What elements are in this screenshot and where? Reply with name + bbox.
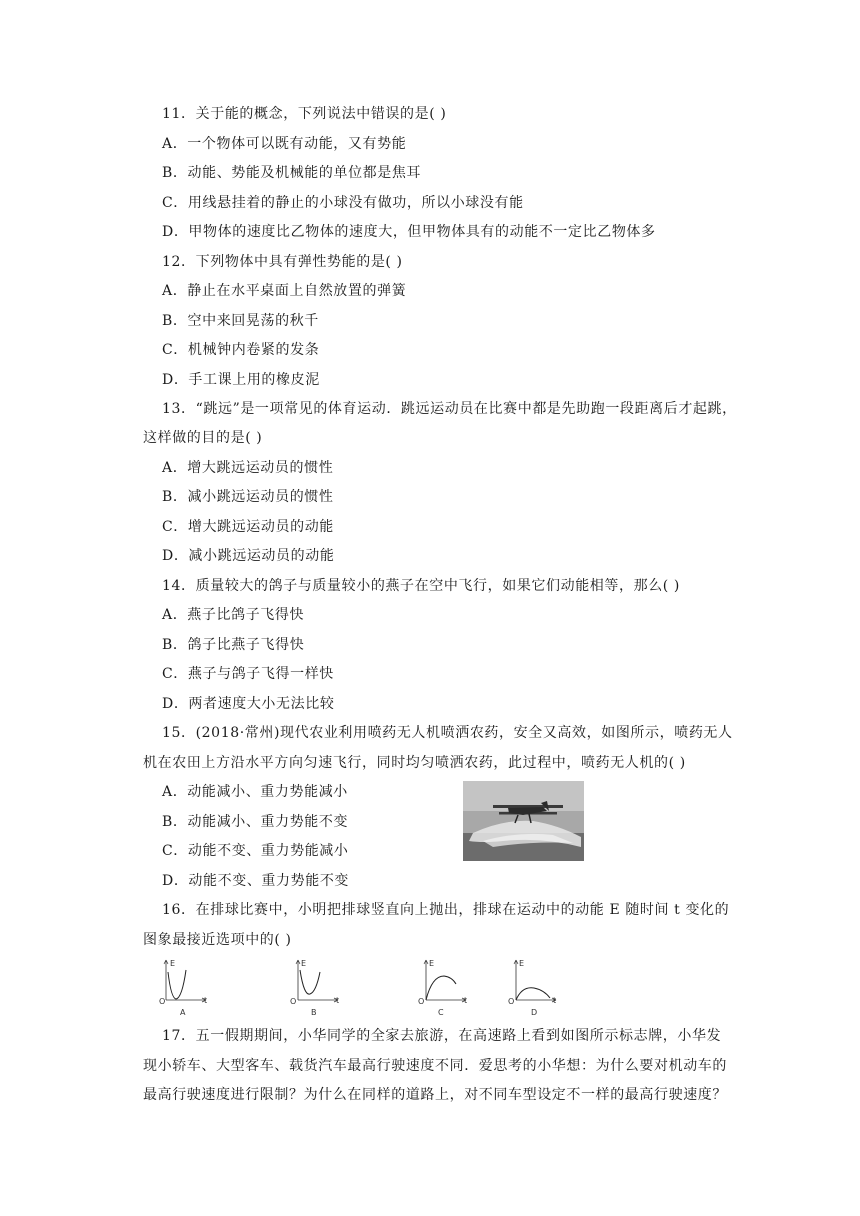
graph-b-option-label: B — [311, 1008, 317, 1017]
q15-option-a: A．动能减小、重力势能减小 — [162, 784, 348, 800]
q13-option-b: B．减小跳远运动员的惯性 — [162, 489, 334, 505]
q11-option-a: A．一个物体可以既有动能，又有势能 — [162, 136, 407, 152]
graph-a-y-axis-label: E — [170, 959, 176, 968]
q15-option-d: D．动能不变、重力势能不变 — [162, 873, 350, 889]
graph-b-y-axis-label: E — [301, 959, 307, 968]
graph-c-origin-label: O — [418, 997, 425, 1006]
q14-option-a: A．燕子比鸽子飞得快 — [162, 607, 305, 623]
graph-c-option-label: C — [438, 1008, 444, 1017]
question-17-stem-cont-2: 最高行驶速度进行限制？为什么在同样的道路上，对不同车型设定不一样的最高行驶速度？ — [143, 1087, 727, 1103]
question-17-stem-cont-1: 现小轿车、大型客车、载货汽车最高行驶速度不同．爱思考的小华想：为什么要对机动车的 — [143, 1058, 727, 1074]
q11-option-c: C．用线悬挂着的静止的小球没有做功，所以小球没有能 — [162, 195, 524, 211]
question-16-stem-cont: 图象最接近选项中的( ) — [143, 932, 292, 948]
q15-option-b: B．动能减小、重力势能不变 — [162, 814, 349, 830]
q11-option-b: B．动能、势能及机械能的单位都是焦耳 — [162, 165, 422, 181]
q13-option-c: C．增大跳远运动员的动能 — [162, 519, 334, 535]
q12-option-a: A．静止在水平桌面上自然放置的弹簧 — [162, 283, 407, 299]
q12-option-d: D．手工课上用的橡皮泥 — [162, 372, 320, 388]
q12-option-b: B．空中来回晃荡的秋千 — [162, 313, 319, 329]
graph-a-plot — [158, 958, 210, 1008]
question-15-stem-cont: 机在农田上方沿水平方向匀速飞行，同时均匀喷洒农药，此过程中，喷药无人机的( ) — [143, 755, 686, 771]
q15-option-c: C．动能不变、重力势能减小 — [162, 843, 349, 859]
q12-option-c: C．机械钟内卷紧的发条 — [162, 342, 320, 358]
q14-option-d: D．两者速度大小无法比较 — [162, 696, 335, 712]
graph-d-x-axis-label: t — [553, 996, 557, 1005]
question-16-stem: 16．在排球比赛中，小明把排球竖直向上抛出，排球在运动中的动能 E 随时间 t 变化的 — [162, 902, 730, 918]
crop-duster-plane-spraying-icon — [463, 781, 584, 861]
graph-c-plot — [418, 958, 470, 1008]
question-14-stem: 14．质量较大的鸽子与质量较小的燕子在空中飞行，如果它们动能相等，那么( ) — [162, 578, 680, 594]
question-12-stem: 12．下列物体中具有弹性势能的是( ) — [162, 254, 403, 270]
graph-a-option-label: A — [180, 1008, 186, 1017]
question-11-stem: 11．关于能的概念，下列说法中错误的是( ) — [162, 106, 447, 122]
graph-b-x-axis-label: t — [336, 996, 340, 1005]
question-13-stem: 13．“跳远”是一项常见的体育运动．跳远运动员在比赛中都是先助跑一段距离后才起跳， — [162, 401, 737, 417]
graph-a-x-axis-label: t — [204, 996, 208, 1005]
q13-option-d: D．减小跳远运动员的动能 — [162, 548, 335, 564]
q14-option-c: C．燕子与鸽子飞得一样快 — [162, 666, 334, 682]
graph-b-origin-label: O — [290, 997, 297, 1006]
graph-option-c — [418, 958, 470, 1020]
question-15-stem: 15．(2018·常州)现代农业利用喷药无人机喷洒农药，安全又高效，如图所示，喷药无人 — [162, 725, 733, 741]
q13-option-a: A．增大跳远运动员的惯性 — [162, 460, 334, 476]
graph-b-plot — [290, 958, 342, 1008]
graph-c-x-axis-label: t — [464, 996, 468, 1005]
crop-duster-plane-photo — [463, 781, 584, 861]
graph-a-origin-label: O — [159, 997, 166, 1006]
question-17-stem: 17．五一假期期间，小华同学的全家去旅游，在高速路上看到如图所示标志牌，小华发 — [162, 1028, 722, 1044]
q14-option-b: B．鸽子比燕子飞得快 — [162, 637, 305, 653]
graph-c-y-axis-label: E — [429, 959, 435, 968]
graph-d-y-axis-label: E — [519, 959, 525, 968]
graph-d-option-label: D — [531, 1008, 538, 1017]
graph-d-origin-label: O — [508, 997, 515, 1006]
q11-option-d: D．甲物体的速度比乙物体的速度大，但甲物体具有的动能不一定比乙物体多 — [162, 224, 656, 240]
question-13-stem-cont: 这样做的目的是( ) — [143, 430, 263, 446]
